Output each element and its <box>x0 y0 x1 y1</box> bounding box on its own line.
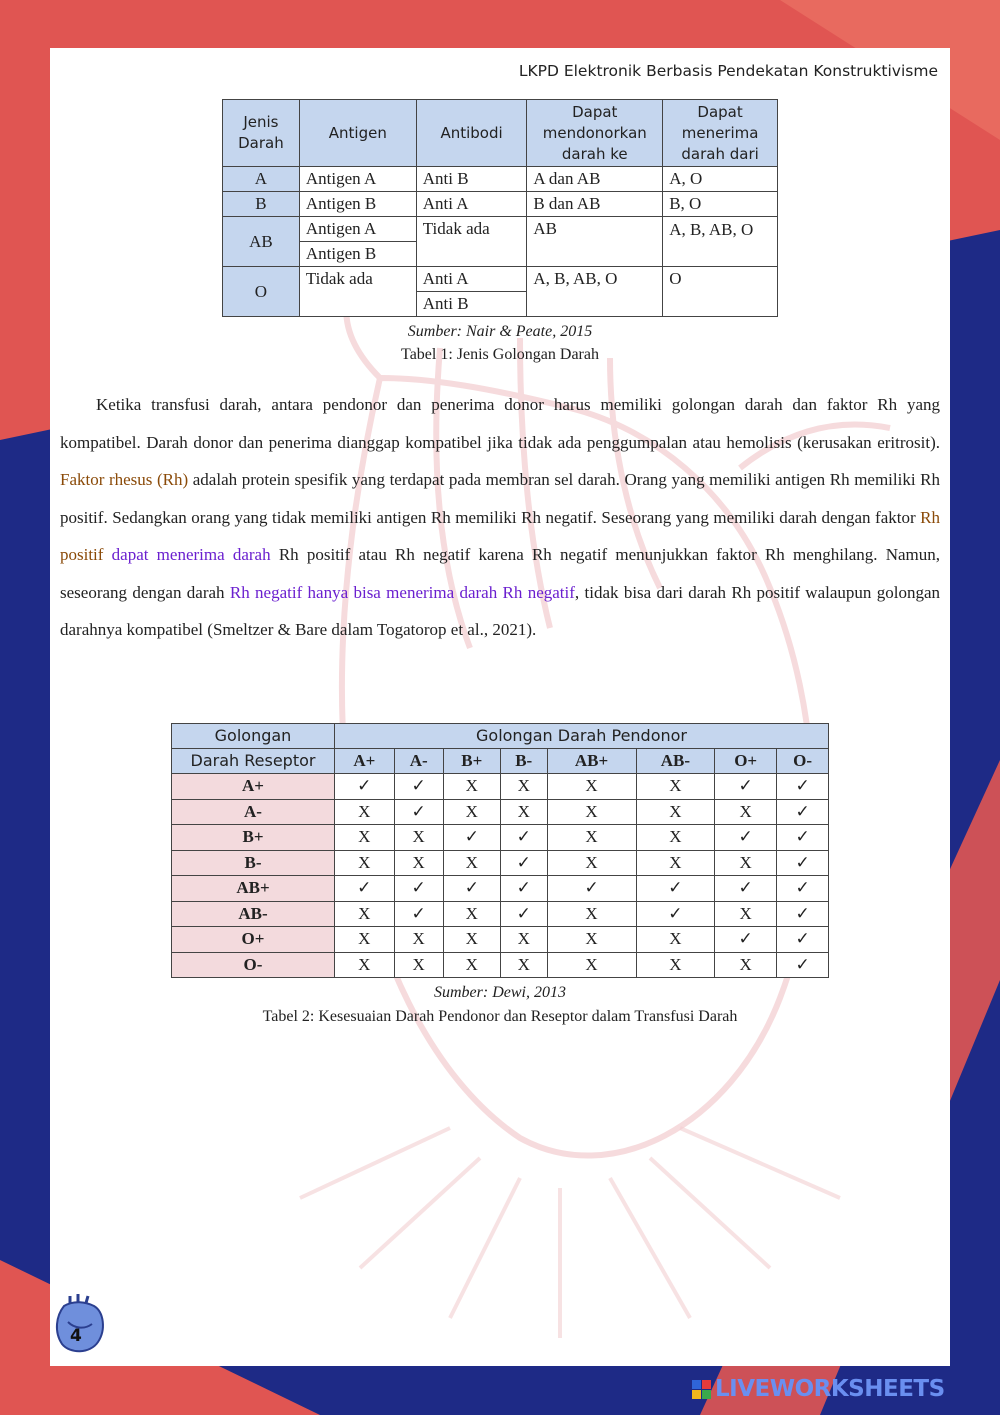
cell-receive: A, B, AB, O <box>663 217 778 267</box>
compatibility-cell: X <box>636 850 715 876</box>
cell-receive: B, O <box>663 192 778 217</box>
cell-type: A <box>223 167 300 192</box>
donor-header: Golongan Darah Pendonor <box>335 724 829 749</box>
cell-receive: O <box>663 267 778 317</box>
compatibility-cell: X <box>443 850 500 876</box>
compatibility-cell: ✓ <box>777 901 829 927</box>
donor-types-row <box>172 749 829 774</box>
compatibility-cell: X <box>394 850 443 876</box>
compatibility-cell: X <box>335 825 395 851</box>
text-run: , tidak bisa dari darah Rh positif walaupun golongan darahnya kompatibel (Smeltzer & Bare dalam Togatorop et al., 2021). <box>60 582 940 639</box>
cell-antigen: Tidak ada <box>299 267 416 317</box>
recipient-type: A- <box>172 799 335 825</box>
cell-antibodi: Tidak ada <box>416 217 527 267</box>
blood-type-table <box>222 99 778 317</box>
compatibility-cell: X <box>394 952 443 978</box>
compatibility-cell: X <box>443 901 500 927</box>
cell-antibodi: Anti B <box>416 167 527 192</box>
compatibility-cell: X <box>636 799 715 825</box>
page-number: 4 <box>70 1326 82 1346</box>
compatibility-cell: ✓ <box>335 876 395 902</box>
compatibility-cell: X <box>443 774 500 800</box>
compatibility-cell: ✓ <box>394 876 443 902</box>
cell-donor: A, B, AB, O <box>527 267 663 317</box>
donor-type-header: AB+ <box>547 749 636 774</box>
compatibility-cell: ✓ <box>777 876 829 902</box>
cell-antigen: Antigen B <box>299 192 416 217</box>
recipient-type: O+ <box>172 927 335 953</box>
cell-antigen: Antigen A <box>299 167 416 192</box>
col-header: Antigen <box>299 100 416 167</box>
highlight-rh-negatif: Rh negatif hanya bisa menerima darah Rh negatif <box>229 582 575 602</box>
cell-antibodi: Anti B <box>416 292 527 317</box>
compatibility-cell: ✓ <box>777 927 829 953</box>
table-row <box>172 876 829 902</box>
liveworksheets-brand <box>692 1376 945 1402</box>
compatibility-cell: X <box>335 927 395 953</box>
compatibility-cell: ✓ <box>394 774 443 800</box>
compatibility-cell: ✓ <box>500 876 547 902</box>
donor-type-header: B+ <box>443 749 500 774</box>
compatibility-cell: X <box>335 952 395 978</box>
compatibility-cell: X <box>443 927 500 953</box>
recipient-type: O- <box>172 952 335 978</box>
heart-icon <box>50 1294 110 1356</box>
table-row <box>172 927 829 953</box>
compatibility-cell: ✓ <box>443 825 500 851</box>
table2-source: Sumber: Dewi, 2013 <box>434 984 566 1001</box>
cell-type: O <box>223 267 300 317</box>
compatibility-cell: X <box>715 850 777 876</box>
compatibility-cell: ✓ <box>777 774 829 800</box>
col-header: Jenis Darah <box>223 100 300 167</box>
compatibility-cell: ✓ <box>636 901 715 927</box>
donor-type-header: B- <box>500 749 547 774</box>
compatibility-cell: X <box>500 927 547 953</box>
highlight-dapat-menerima: dapat menerima darah <box>103 545 271 564</box>
text-run: Ketika transfusi darah, antara pendonor dan penerima donor harus memiliki golongan darah dan faktor Rh yang kompatibel. Darah donor dan penerima dianggap kompatibel jika tidak ada penggumpalan atau hemolisis (kerusakan eritrosit). <box>60 395 940 452</box>
compatibility-cell: X <box>547 850 636 876</box>
brand-text: LIVEWORKSHEETS <box>715 1376 945 1402</box>
compatibility-cell: ✓ <box>777 850 829 876</box>
compatibility-cell: ✓ <box>394 799 443 825</box>
cell-type: B <box>223 192 300 217</box>
table-row <box>172 901 829 927</box>
body-paragraph <box>60 386 940 649</box>
recipient-type: B+ <box>172 825 335 851</box>
highlight-rh-positif: Rh positif <box>60 507 940 564</box>
compatibility-cell: X <box>394 825 443 851</box>
compatibility-cell: ✓ <box>500 850 547 876</box>
compatibility-cell: X <box>443 952 500 978</box>
compatibility-cell: ✓ <box>777 825 829 851</box>
compatibility-cell: X <box>394 927 443 953</box>
table-header-row <box>223 100 778 167</box>
table-row <box>172 850 829 876</box>
text-run: adalah protein spesifik yang terdapat pada membran sel darah. Orang yang memiliki antigen Rh memiliki Rh positif. Sedangkan orang yang tidak memiliki antigen Rh memiliki Rh negatif. Seseorang yang memiliki darah dengan faktor <box>60 470 941 527</box>
table-row <box>172 799 829 825</box>
table2-caption: Tabel 2: Kesesuaian Darah Pendonor dan Reseptor dalam Transfusi Darah <box>262 1008 738 1025</box>
compatibility-cell: ✓ <box>394 901 443 927</box>
corner-header-line2: Darah Reseptor <box>172 749 335 774</box>
table-row <box>172 774 829 800</box>
cell-antibodi: Anti A <box>416 267 527 292</box>
compatibility-cell: X <box>547 927 636 953</box>
compatibility-cell: X <box>715 799 777 825</box>
recipient-type: AB- <box>172 901 335 927</box>
compatibility-cell: X <box>547 799 636 825</box>
compatibility-cell: ✓ <box>777 952 829 978</box>
col-header: Antibodi <box>416 100 527 167</box>
donor-type-header: A+ <box>335 749 395 774</box>
compatibility-cell: X <box>547 825 636 851</box>
compatibility-cell: ✓ <box>715 876 777 902</box>
compatibility-cell: X <box>636 952 715 978</box>
compatibility-cell: X <box>443 799 500 825</box>
col-header: Dapat mendonorkan darah ke <box>527 100 663 167</box>
compatibility-cell: ✓ <box>500 825 547 851</box>
cell-antibodi: Anti A <box>416 192 527 217</box>
compatibility-cell: X <box>547 774 636 800</box>
compatibility-cell: ✓ <box>777 799 829 825</box>
compatibility-cell: X <box>500 774 547 800</box>
recipient-type: AB+ <box>172 876 335 902</box>
cell-donor: B dan AB <box>527 192 663 217</box>
highlight-rhesus: Faktor rhesus (Rh) <box>60 470 189 489</box>
table1-source: Sumber: Nair & Peate, 2015 <box>407 323 593 340</box>
text-run: Rh positif atau Rh negatif karena Rh negatif menunjukkan faktor Rh menghilang. Namun, seseorang dengan darah <box>60 545 940 602</box>
corner-header-line1: Golongan <box>172 724 335 749</box>
table-row <box>223 192 778 217</box>
recipient-type: B- <box>172 850 335 876</box>
compatibility-cell: ✓ <box>443 876 500 902</box>
cell-receive: A, O <box>663 167 778 192</box>
cell-antigen: Antigen A <box>299 217 416 242</box>
cell-antigen: Antigen B <box>299 242 416 267</box>
donor-type-header: O+ <box>715 749 777 774</box>
cell-type: AB <box>223 217 300 267</box>
recipient-type: A+ <box>172 774 335 800</box>
compatibility-cell: X <box>715 952 777 978</box>
table-row <box>223 217 778 242</box>
compatibility-cell: ✓ <box>715 774 777 800</box>
compatibility-cell: X <box>335 799 395 825</box>
compatibility-cell: X <box>335 901 395 927</box>
donor-type-header: O- <box>777 749 829 774</box>
compatibility-cell: X <box>715 901 777 927</box>
compatibility-cell: ✓ <box>547 876 636 902</box>
table-header-row <box>172 724 829 749</box>
table-row <box>223 167 778 192</box>
compatibility-cell: X <box>547 901 636 927</box>
compatibility-cell: X <box>500 952 547 978</box>
compatibility-cell: X <box>500 799 547 825</box>
compatibility-cell: ✓ <box>636 876 715 902</box>
compatibility-cell: ✓ <box>715 927 777 953</box>
compatibility-table <box>171 723 829 978</box>
donor-type-header: A- <box>394 749 443 774</box>
compatibility-cell: X <box>547 952 636 978</box>
table-row <box>223 267 778 292</box>
cell-donor: AB <box>527 217 663 267</box>
table-row <box>172 825 829 851</box>
compatibility-cell: ✓ <box>715 825 777 851</box>
cell-donor: A dan AB <box>527 167 663 192</box>
compatibility-cell: X <box>335 850 395 876</box>
table-row <box>172 952 829 978</box>
col-header: Dapat menerima darah dari <box>663 100 778 167</box>
compatibility-cell: X <box>636 774 715 800</box>
compatibility-cell: X <box>636 825 715 851</box>
compatibility-cell: ✓ <box>335 774 395 800</box>
compatibility-cell: X <box>636 927 715 953</box>
liveworksheets-logo-icon <box>692 1380 711 1399</box>
table1-caption: Tabel 1: Jenis Golongan Darah <box>401 346 599 363</box>
donor-type-header: AB- <box>636 749 715 774</box>
compatibility-cell: ✓ <box>500 901 547 927</box>
page-sheet <box>50 48 950 1366</box>
document-header: LKPD Elektronik Berbasis Pendekatan Konstruktivisme <box>518 62 938 80</box>
